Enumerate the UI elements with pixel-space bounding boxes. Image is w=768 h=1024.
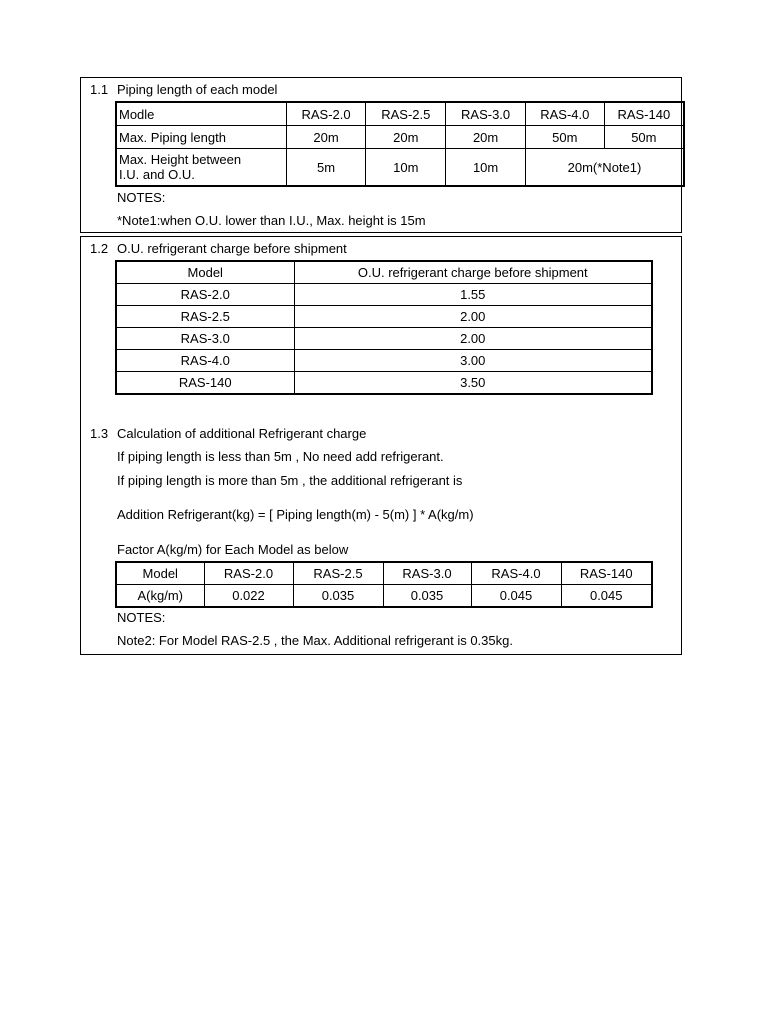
header-cell: RAS-2.5 [293, 562, 383, 585]
table-cell: RAS-2.0 [116, 284, 294, 306]
section-number: 1.1 [90, 82, 109, 97]
table-row [116, 306, 652, 328]
header-cell: Model [116, 562, 204, 585]
table-cell: 0.045 [471, 585, 561, 608]
section-refrigerant [80, 236, 682, 655]
row-label-line: I.U. and O.U. [119, 167, 195, 182]
section-title: O.U. refrigerant charge before shipment [117, 241, 347, 256]
table-cell: 50m [604, 126, 684, 149]
rule-text: If piping length is less than 5m , No need add refrigerant. [117, 449, 444, 464]
section-number: 1.3 [90, 426, 109, 441]
table-cell: 0.045 [561, 585, 652, 608]
table-cell: RAS-2.5 [116, 306, 294, 328]
row-label: Max. Piping length [116, 126, 286, 149]
piping-length-table [115, 101, 685, 187]
table-cell: 10m [446, 149, 526, 187]
notes-label: NOTES: [117, 190, 166, 205]
table-cell: 20m [366, 126, 446, 149]
table-cell: 0.022 [204, 585, 293, 608]
header-cell: RAS-2.5 [366, 102, 446, 126]
shipment-charge-table [115, 260, 653, 395]
row-label [116, 149, 286, 187]
rule-text: If piping length is more than 5m , the additional refrigerant is [117, 473, 463, 488]
table-cell: 20m [286, 126, 366, 149]
table-cell: 20m [446, 126, 526, 149]
factor-table [115, 561, 653, 608]
section-number: 1.2 [90, 241, 109, 256]
header-cell: O.U. refrigerant charge before shipment [294, 261, 652, 284]
table-row [116, 284, 652, 306]
header-cell: RAS-140 [561, 562, 652, 585]
table-cell: 3.00 [294, 350, 652, 372]
table-cell: RAS-3.0 [116, 328, 294, 350]
table-cell: 0.035 [383, 585, 471, 608]
header-cell: RAS-3.0 [383, 562, 471, 585]
section-title: Calculation of additional Refrigerant charge [117, 426, 367, 441]
header-cell: Modle [116, 102, 286, 126]
table-header-row [116, 102, 684, 126]
notes-label: NOTES: [117, 610, 166, 625]
table-cell: 20m(*Note1) [525, 149, 684, 187]
section-piping-length [80, 77, 682, 233]
table-row [116, 372, 652, 395]
table-cell: 2.00 [294, 328, 652, 350]
note-text: *Note1:when O.U. lower than I.U., Max. height is 15m [117, 213, 426, 228]
formula-text: Addition Refrigerant(kg) = [ Piping length(m) - 5(m) ] * A(kg/m) [117, 507, 474, 522]
table-cell: RAS-140 [116, 372, 294, 395]
table-cell: 3.50 [294, 372, 652, 395]
header-cell: RAS-3.0 [446, 102, 526, 126]
note-text: Note2: For Model RAS-2.5 , the Max. Additional refrigerant is 0.35kg. [117, 633, 513, 648]
header-cell: RAS-140 [604, 102, 684, 126]
table-cell: 0.035 [293, 585, 383, 608]
header-cell: RAS-2.0 [204, 562, 293, 585]
table-cell: 5m [286, 149, 366, 187]
row-label: A(kg/m) [116, 585, 204, 608]
table-cell: 1.55 [294, 284, 652, 306]
table-row [116, 149, 684, 187]
table-header-row [116, 562, 652, 585]
table-header-row [116, 261, 652, 284]
row-label-line: Max. Height between [119, 152, 242, 167]
table-cell: 50m [525, 126, 604, 149]
header-cell: RAS-4.0 [525, 102, 604, 126]
header-cell: RAS-4.0 [471, 562, 561, 585]
table-row [116, 350, 652, 372]
header-cell: RAS-2.0 [286, 102, 366, 126]
table-cell: RAS-4.0 [116, 350, 294, 372]
header-cell: Model [116, 261, 294, 284]
table-row [116, 126, 684, 149]
factor-title: Factor A(kg/m) for Each Model as below [117, 542, 349, 557]
table-cell: 10m [366, 149, 446, 187]
table-cell: 2.00 [294, 306, 652, 328]
section-title: Piping length of each model [117, 82, 278, 97]
table-row [116, 585, 652, 608]
table-row [116, 328, 652, 350]
